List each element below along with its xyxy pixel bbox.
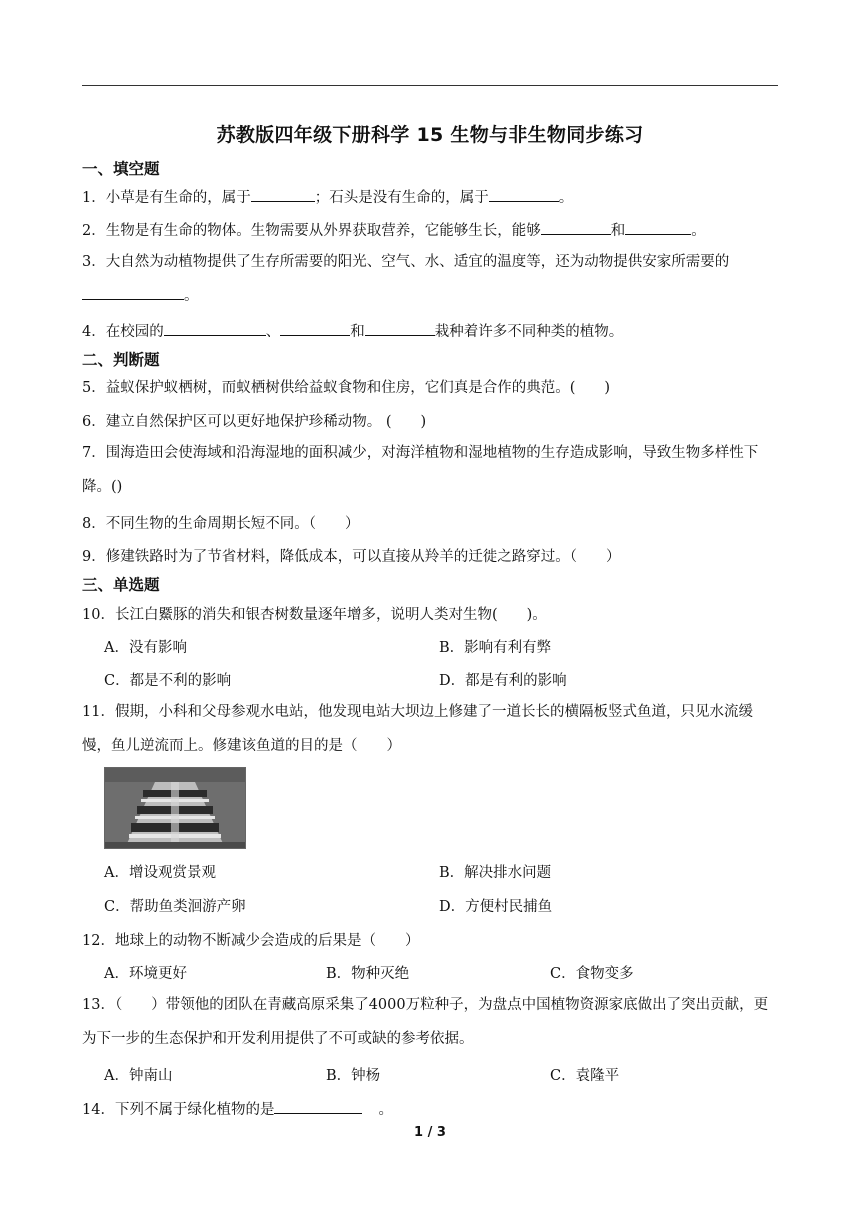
answer-blank[interactable]: [274, 1099, 362, 1114]
question-14: [82, 1098, 778, 1119]
option-a[interactable]: A．增设观赏景观: [104, 865, 216, 881]
answer-blank[interactable]: [365, 321, 435, 336]
question-6: 6．建立自然保护区可以更好地保护珍稀动物。 ( ): [82, 414, 427, 430]
option-c[interactable]: C．帮助鱼类洄游产卵: [104, 899, 246, 915]
option-a[interactable]: A．钟南山: [104, 1068, 173, 1084]
page-title: 苏教版四年级下册科学 15 生物与非生物同步练习: [216, 124, 644, 146]
option-d[interactable]: D．都是有利的影响: [439, 673, 567, 689]
answer-blank[interactable]: [541, 220, 611, 235]
fish-ladder-image: [105, 768, 245, 848]
option-d[interactable]: D．方便村民捕鱼: [439, 899, 553, 915]
question-1: [82, 186, 778, 207]
question-text: 。: [184, 288, 199, 304]
answer-blank[interactable]: [164, 321, 266, 336]
question-5: 5．益蚁保护蚁栖树，而蚁栖树供给益蚁食物和住房，它们真是合作的典范。( ): [82, 380, 611, 396]
question-text: 。: [691, 223, 706, 239]
answer-blank[interactable]: [489, 187, 559, 202]
question-text: 和: [350, 324, 365, 340]
question-text: 3．大自然为动植物提供了生存所需要的阳光、空气、水、适宜的温度等，还为动物提供安家所需要的: [82, 254, 730, 270]
fish-ladder-photo: [104, 767, 246, 849]
question-10: 10．长江白鱀豚的消失和银杏树数量逐年增多，说明人类对生物( )。: [82, 607, 547, 623]
question-text: 。: [378, 1102, 393, 1118]
option-b[interactable]: B．影响有利有弊: [439, 640, 552, 656]
answer-blank[interactable]: [625, 220, 691, 235]
question-text: 14．下列不属于绿化植物的是: [82, 1102, 275, 1118]
question-12: 12．地球上的动物不断减少会造成的后果是（ ）: [82, 933, 420, 949]
option-a[interactable]: A．环境更好: [104, 966, 187, 982]
question-text: 。: [558, 190, 574, 206]
question-text: 2．生物是有生命的物体。生物需要从外界获取营养，它能够生长，能够: [82, 223, 541, 239]
option-b[interactable]: B．钟杨: [326, 1068, 381, 1084]
option-c[interactable]: C．袁隆平: [550, 1068, 620, 1084]
answer-blank[interactable]: [82, 285, 184, 300]
page-number: 1 / 3: [414, 1125, 446, 1140]
question-4: [82, 320, 778, 341]
header-rule: [82, 85, 778, 86]
answer-blank[interactable]: [280, 321, 350, 336]
question-text: ；石头是没有生命的，属于: [314, 190, 489, 206]
question-13: 13．（ ）带领他的团队在青藏高原采集了4000万粒种子，为盘点中国植物资源家底做出了突出贡献，更为下一步的生态保护和开发利用提供了不可或缺的参考依据。: [82, 997, 769, 1047]
section-fill-in-blank: 一、填空题: [82, 160, 160, 178]
option-c[interactable]: C．食物变多: [550, 966, 634, 982]
question-text: 、: [265, 324, 281, 340]
option-b[interactable]: B．物种灭绝: [326, 966, 410, 982]
question-3: [82, 245, 778, 313]
question-text: 4．在校园的: [82, 324, 164, 340]
question-2: [82, 219, 778, 240]
section-single-choice: 三、单选题: [82, 576, 160, 594]
answer-blank[interactable]: [251, 187, 315, 202]
question-11: 11．假期，小科和父母参观水电站，他发现电站大坝边上修建了一道长长的横隔板竖式鱼道，只见水流缓慢，鱼儿逆流而上。修建该鱼道的目的是（ ）: [82, 704, 753, 754]
question-text: 栽种着许多不同种类的植物。: [434, 324, 624, 340]
option-a[interactable]: A．没有影响: [104, 640, 187, 656]
section-true-false: 二、判断题: [82, 351, 160, 369]
option-c[interactable]: C．都是不利的影响: [104, 673, 232, 689]
question-text: 1．小草是有生命的，属于: [82, 190, 251, 206]
question-text: 和: [610, 223, 626, 239]
option-b[interactable]: B．解决排水问题: [439, 865, 552, 881]
question-7: 7．围海造田会使海域和沿海湿地的面积减少，对海洋植物和湿地植物的生存造成影响，导致生物多样性下降。(): [82, 445, 759, 495]
question-8: 8．不同生物的生命周期长短不同。（ ）: [82, 516, 360, 532]
question-9: 9．修建铁路时为了节省材料，降低成本，可以直接从羚羊的迁徙之路穿过。（ ）: [82, 549, 621, 565]
